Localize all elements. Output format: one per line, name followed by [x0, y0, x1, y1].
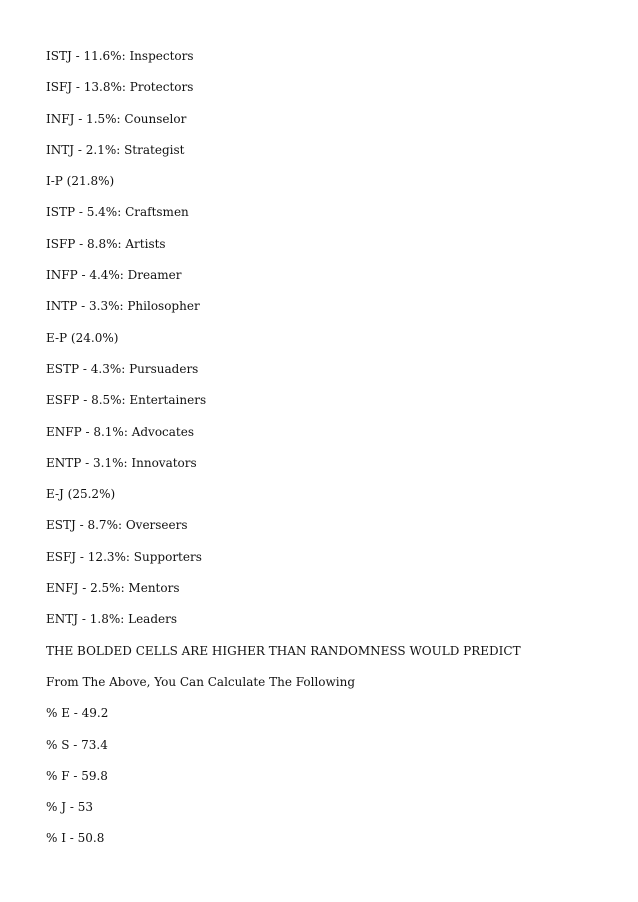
line-isfp: ISFP - 8.8%: Artists: [46, 236, 166, 251]
line-infj: INFJ - 1.5%: Counselor: [46, 111, 187, 126]
line-entj: ENTJ - 1.8%: Leaders: [46, 612, 178, 627]
line-istp: ISTP - 5.4%: Craftsmen: [46, 205, 189, 220]
line-esfj: ESFJ - 12.3%: Supporters: [46, 549, 202, 564]
line-istj: ISTJ - 11.6%: Inspectors: [46, 49, 194, 63]
calc-intro: From The Above, You Can Calculate The Following: [46, 674, 356, 689]
line-estp: ESTP - 4.3%: Pursuaders: [46, 361, 199, 376]
line-infp: INFP - 4.4%: Dreamer: [46, 268, 182, 283]
line-estj: ESTJ - 8.7%: Overseers: [46, 518, 188, 533]
line-esfp: ESFP - 8.5%: Entertainers: [46, 393, 207, 408]
line-enfp: ENFP - 8.1%: Advocates: [46, 424, 194, 439]
note-bolded-cells: THE BOLDED CELLS ARE HIGHER THAN RANDOMNESS WOULD PREDICT: [46, 643, 521, 658]
line-intj: INTJ - 2.1%: Strategist: [46, 142, 185, 157]
stat-percent-j: % J - 53: [46, 800, 93, 815]
line-enfj: ENFJ - 2.5%: Mentors: [46, 581, 180, 596]
line-entp: ENTP - 3.1%: Innovators: [46, 455, 197, 470]
group-heading-e-p: E-P (24.0%): [46, 330, 119, 345]
document-body: [46, 48, 606, 862]
stat-percent-f: % F - 59.8: [46, 768, 108, 783]
line-isfj: ISFJ - 13.8%: Protectors: [46, 80, 194, 95]
line-intp: INTP - 3.3%: Philosopher: [46, 299, 200, 314]
stat-percent-s: % S - 73.4: [46, 737, 108, 752]
group-heading-i-p: I-P (21.8%): [46, 174, 115, 189]
stat-percent-i: % I - 50.8: [46, 831, 105, 846]
group-heading-e-j: E-J (25.2%): [46, 487, 116, 502]
stat-percent-e: % E - 49.2: [46, 706, 109, 721]
